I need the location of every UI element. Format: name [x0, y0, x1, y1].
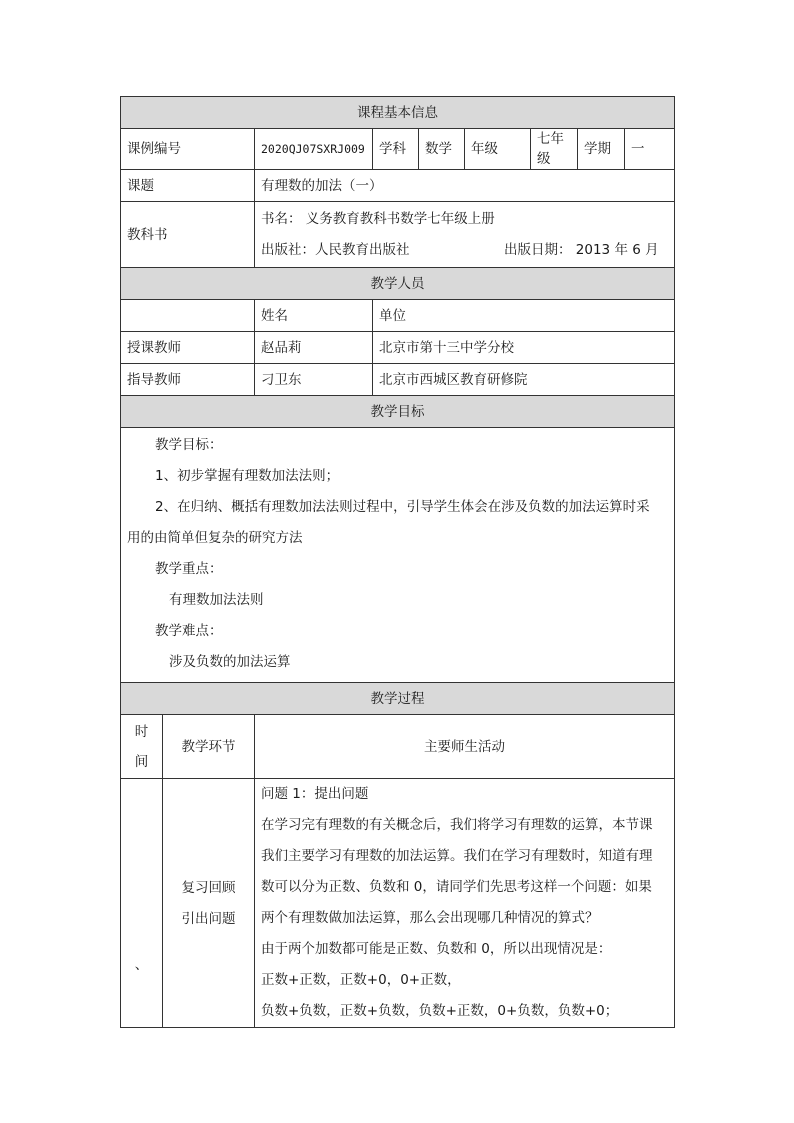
activity-line: 正数+正数，正数+0，0+正数，	[261, 972, 461, 988]
activity-line: 两个有理数做加法运算，那么会出现哪几种情况的算式？	[261, 910, 599, 926]
activity-line: 问题 1：提出问题	[261, 786, 369, 802]
subject-label: 学科	[373, 129, 419, 170]
staff-unit: 北京市第十三中学分校	[373, 332, 675, 364]
staff-name-col: 姓名	[255, 300, 373, 332]
activity-line: 在学习完有理数的有关概念后，我们将学习有理数的运算，本节课	[261, 817, 653, 833]
goal-item-continued: 用的由简单但复杂的研究方法	[127, 530, 303, 546]
stage-label: 引出问题	[181, 911, 236, 927]
staff-role: 授课教师	[121, 332, 255, 364]
grade-value: 七年级	[531, 129, 578, 170]
activity-line: 由于两个加数都可能是正数、负数和 0，所以出现情况是：	[261, 941, 612, 957]
publisher-line	[261, 235, 668, 266]
textbook-label: 教科书	[121, 202, 255, 268]
activity-line: 负数+负数，正数+负数，负数+正数，0+负数，负数+0；	[261, 1003, 619, 1019]
staff-name: 刁卫东	[255, 364, 373, 396]
key-point-title: 教学重点：	[155, 561, 223, 577]
basic-info-header: 课程基本信息	[121, 97, 675, 129]
activity-cell	[255, 779, 675, 1028]
stage-column-header: 教学环节	[163, 715, 255, 779]
publish-date: 出版日期： 2013 年 6 月	[504, 241, 659, 258]
goals-header: 教学目标	[121, 396, 675, 428]
term-value: 一	[625, 129, 675, 170]
time-header-char: 间	[134, 753, 149, 770]
stage-label: 复习回顾	[181, 880, 236, 896]
goal-item: 1、初步掌握有理数加法法则；	[155, 468, 340, 484]
staff-unit-col: 单位	[373, 300, 675, 332]
staff-unit: 北京市西城区教育研修院	[373, 364, 675, 396]
staff-role: 指导教师	[121, 364, 255, 396]
case-no-value: 2020QJ07SXRJ009	[255, 129, 373, 170]
publisher: 出版社：人民教育出版社	[261, 241, 410, 258]
activity-line: 我们主要学习有理数的加法运算。我们在学习有理数时，知道有理	[261, 848, 653, 864]
book-name: 书名： 义务教育教科书数学七年级上册	[261, 210, 495, 227]
goal-item: 2、在归纳、概括有理数加法法则过程中，引导学生体会在涉及负数的加法运算时采	[155, 499, 650, 515]
subject-value: 数学	[419, 129, 465, 170]
time-mark: 、	[134, 957, 149, 973]
lesson-plan-table	[120, 96, 675, 1028]
activity-column-header: 主要师生活动	[255, 715, 675, 779]
grade-label: 年级	[465, 129, 531, 170]
difficulty-content: 涉及负数的加法运算	[169, 654, 291, 670]
staff-name: 赵品莉	[255, 332, 373, 364]
topic-value: 有理数的加法（一）	[255, 170, 675, 202]
staff-header: 教学人员	[121, 268, 675, 300]
textbook-info	[255, 202, 675, 268]
topic-label: 课题	[121, 170, 255, 202]
goals-content	[121, 428, 675, 683]
key-point-content: 有理数加法法则	[169, 592, 264, 608]
term-label: 学期	[578, 129, 625, 170]
staff-blank-cell	[121, 300, 255, 332]
goal-title: 教学目标：	[155, 437, 223, 453]
time-cell	[121, 779, 163, 1028]
process-header: 教学过程	[121, 683, 675, 715]
activity-line: 数可以分为正数、负数和 0，请同学们先思考这样一个问题：如果	[261, 879, 652, 895]
case-no-label: 课例编号	[121, 129, 255, 170]
stage-cell	[163, 779, 255, 1028]
difficulty-title: 教学难点：	[155, 623, 223, 639]
time-column-header	[121, 715, 163, 779]
time-header-char: 时	[134, 723, 149, 740]
